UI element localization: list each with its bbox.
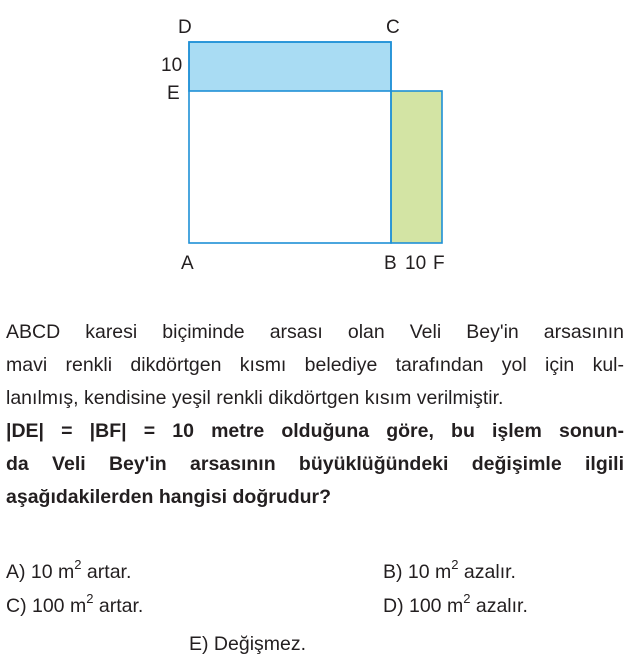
label-ten-bottom: 10 [405,253,427,274]
choice-a-prefix: A) 10 m [6,561,75,583]
choice-c-prefix: C) 100 m [6,595,87,617]
choice-a[interactable] [6,556,132,584]
question-bold-line: da Veli Bey'in arsasının büyüklüğündeki değişimle ilgili [6,453,624,475]
choice-c[interactable] [6,590,144,618]
question-bold-line: aşağıdakilerden hangisi doğrudur? [6,486,332,508]
geometry-figure [0,0,630,290]
label-c: C [386,17,400,38]
label-e: E [167,83,180,104]
green-strip [391,91,442,243]
label-ten-left: 10 [161,55,183,76]
question-line: lanılmış, kendisine yeşil renkli dikdörtgen kısım verilmiştir. [6,387,504,409]
blue-strip [189,42,391,91]
choice-c-suffix: artar. [93,595,144,617]
question-bold-line: |DE| = |BF| = 10 metre olduğuna göre, bu işlem sonun- [6,420,624,442]
choice-a-suffix: artar. [81,561,132,583]
question-line: ABCD karesi biçiminde arsası olan Veli Bey'in arsasının [6,321,624,343]
choice-e-text: E) Değişmez. [189,633,307,655]
label-a: A [181,253,194,274]
question-text [6,316,624,514]
choice-b-exponent: 2 [451,556,459,572]
choice-a-exponent: 2 [74,556,82,572]
choice-c-exponent: 2 [86,590,94,606]
choice-b-prefix: B) 10 m [383,561,452,583]
question-line: mavi renkli dikdörtgen kısmı belediye tarafından yol için kul- [6,354,624,376]
choice-d-prefix: D) 100 m [383,595,464,617]
choice-d-suffix: azalır. [470,595,528,617]
label-b: B [384,253,397,274]
choice-d[interactable] [383,590,528,618]
choice-e[interactable] [189,633,306,656]
choice-b[interactable] [383,556,516,584]
choice-b-suffix: azalır. [458,561,516,583]
choice-d-exponent: 2 [463,590,471,606]
label-f: F [433,253,445,274]
label-d: D [178,17,192,38]
